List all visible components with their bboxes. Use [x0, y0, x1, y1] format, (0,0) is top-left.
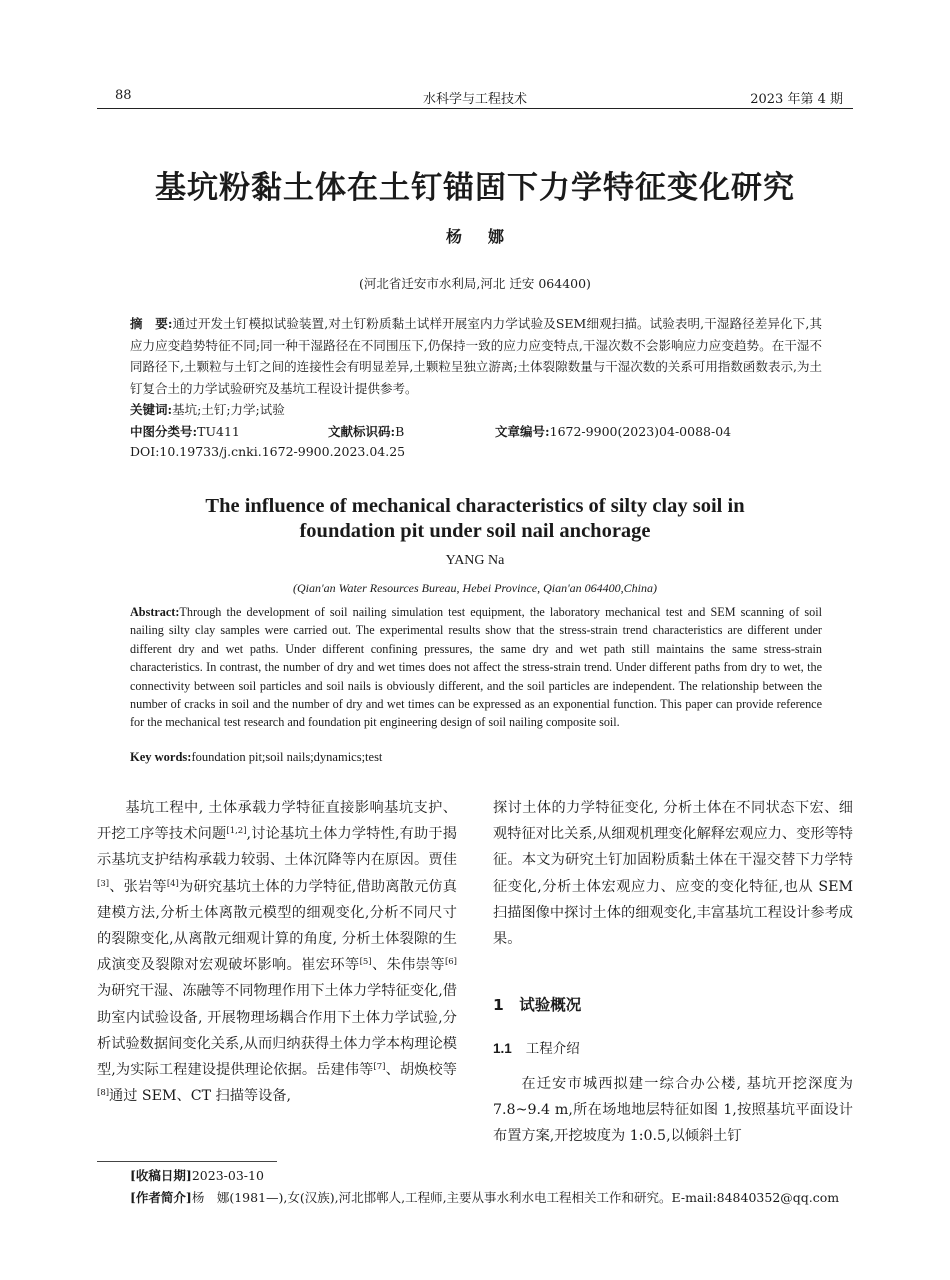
- footnote-received: [收稿日期]2023-03-10: [130, 1168, 264, 1183]
- page-number: 88: [115, 88, 132, 103]
- section-heading-1: 1 试验概况: [493, 996, 582, 1014]
- article-number: 文章编号:1672-9900(2023)04-0088-04: [495, 424, 732, 439]
- doi: DOI:10.19733/j.cnki.1672-9900.2023.04.25: [130, 444, 406, 459]
- abstract-label: 摘 要:: [130, 316, 173, 331]
- classification-row: [130, 422, 830, 442]
- abstract-en-text: Through the development of soil nailing simulation test equipment, the laboratory mechanical test and SEM scanning of soil nailing silty clay samples were carried out. The experimental results show that the stress-strain trend characteristics are different under different dry and wet paths. Under different confining pressures, the same dry and wet path still maintains the same stress-strain characteristics. In contrast, the number of dry and wet times does not affect the stress-strain trend. Under different paths from dry to wet, the connectivity between soil particles and soil nails is obviously different, and the soil particles are independent. The relationship between the number of cracks in soil and the number of dry and wet times can be expressed as an exponential function. This paper can provide reference for the mechanical test research and foundation pit engineering design of soil nailing composite soil.: [130, 605, 822, 730]
- body-paragraph: 基坑工程中, 土体承载力学特征直接影响基坑支护、开挖工序等技术问题[1,2],讨论基坑土体力学特性,有助于揭示基坑支护结构承载力较弱、土体沉降等内在原因。贾佳[3]、张岩等[4]为研究基坑土体的力学特征,借助离散元仿真建模方法,分析土体离散元模型的细观变化,分析不同尺寸的裂隙变化,从离散元细观计算的角度, 分析土体裂隙的生成演变及裂隙对宏观破坏影响。崔宏环等[5]、朱伟崇等[6]为研究干湿、冻融等不同物理作用下土体力学特征变化,借助室内试验设备, 开展物理场耦合作用下土体力学试验,分析试验数据间变化关系,从而归纳获得土体力学本构理论模型,为实际工程建设提供理论依据。岳建伟等[7]、胡焕校等[8]通过 SEM、CT 扫描等设备,: [97, 800, 457, 1105]
- body-paragraph: 探讨土体的力学特征变化, 分析土体在不同状态下宏、细观特征对比关系,从细观机理变化解释宏观应力、变形等特征。本文为研究土钉加固粉质黏土体在干湿交替下力学特征变化,分析土体宏观应力、应变的变化特征,也从 SEM 扫描图像中探讨土体的细观变化,丰富基坑工程设计参考成果。: [493, 800, 853, 948]
- clc-number: 中图分类号:TU411: [130, 424, 240, 439]
- abstract-chinese: [130, 313, 822, 399]
- keywords-text: 基坑;土钉;力学;试验: [172, 402, 285, 417]
- abstract-english: [130, 603, 822, 732]
- body-column-left: [97, 795, 457, 1109]
- affiliation-chinese: (河北省迁安市水利局,河北 迁安 064400): [359, 276, 591, 291]
- running-header: [97, 84, 853, 109]
- document-code: 文献标识码:B: [328, 424, 405, 439]
- abstract-text: 通过开发土钉模拟试验装置,对土钉粉质黏土试样开展室内力学试验及SEM细观扫描。试验表明,干湿路径差异化下,其应力应变趋势特征不同;同一种干湿路径在不同围压下,仍保持一致的应力应变特点,干湿次数不会影响应力应变趋势。在干湿不同路径下,土颗粒与土钉之间的连接性会有明显差异,土颗粒呈独立游离;土体裂隙数量与干湿次数的关系可用指数函数表示,为土钉复合土的力学试验研究及基坑工程设计提供参考。: [130, 316, 822, 396]
- affiliation-english: (Qian'an Water Resources Bureau, Hebei Province, Qian'an 064400,China): [293, 581, 657, 595]
- keywords-label: 关键词:: [130, 402, 173, 417]
- issue-label: 2023 年第 4 期: [750, 92, 843, 107]
- body-paragraph: 在迁安市城西拟建一综合办公楼, 基坑开挖深度为 7.8~9.4 m,所在场地地层特征如图 1,按照基坑平面设计布置方案,开挖坡度为 1:0.5,以倾斜土钉: [493, 1076, 853, 1145]
- footnote-author: [作者简介]杨 娜(1981—),女(汉族),河北邯郸人,工程师,主要从事水利水电工程相关工作和研究。E-mail:84840352@qq.com: [130, 1190, 840, 1205]
- title-chinese: 基坑粉黏土体在土钉锚固下力学特征变化研究: [155, 170, 795, 206]
- section-heading-1-1: 1.1 工程介绍: [493, 1041, 580, 1057]
- title-english: The influence of mechanical characteristics of silty clay soil in foundation pit under soil nail anchorage: [205, 495, 745, 542]
- footnote-divider: [97, 1161, 277, 1162]
- abstract-en-label: Abstract:: [130, 605, 180, 619]
- keywords-english: Key words:foundation pit;soil nails;dynamics;test: [130, 750, 383, 764]
- author-english: YANG Na: [445, 553, 505, 568]
- journal-name: 水科学与工程技术: [422, 92, 527, 107]
- keywords-chinese: [130, 400, 285, 418]
- author-chinese: 杨娜: [445, 227, 530, 246]
